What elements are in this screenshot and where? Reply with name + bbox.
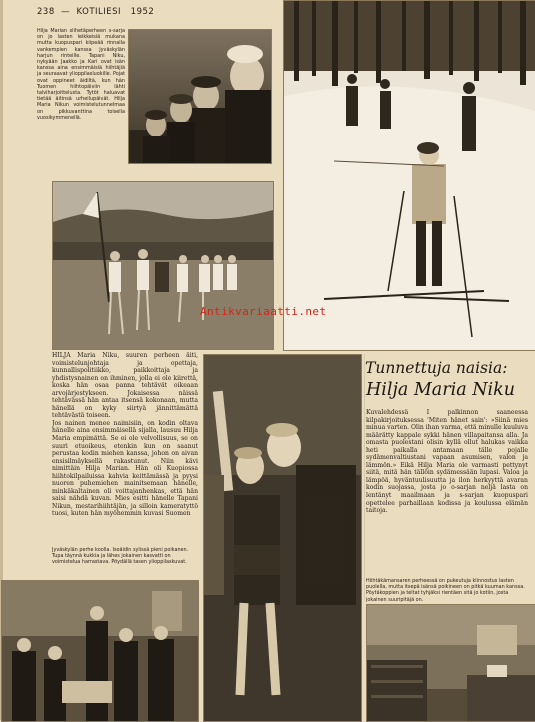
photo-living-room [366,604,535,722]
photo-family-skiing [283,0,535,351]
magazine-name: KOTILIESI [76,7,122,17]
issue-year: 1952 [130,7,155,17]
article-title-name: Hilja Maria Niku [366,380,515,400]
article-body-column-1: HILJA Maria Niku, suuren perheen äiti, voimistelunjohtaja ja opettaja, kunnallispolitiikko, paikkoittaja ja yhdistysnainen on ihminen, jolla ei ole kiirettä, koska hän osaa panna tehtävät oikeaan arvojärjestykseen. Jokaisessa näissä tehtävässä hän antaa itsensä kokonaan, mutta hänellä on kyky siirtyä jännittämättä tehtävästä toiseen. Jos nainen menee naimisiin, on kodin oltava hänelle aina ensimmäisellä sijalla, lausuu Hilja Maria empimättä. Se ei ole velvollisuus, se on suuri etuoikeus, etenkin kun on saanut perustaa kodin miehen kanssa, johon on aivan ensisilmäyksellä rakastunut. Niin kävi nimittäin Hilja Marian. Hän oli Kuopiossa hiihtokilpailuissa kahvia keittämässä ja pyysi nuoren puhemiehen mainitsemaan hänelle, minkäkaltainen oli voittajanhenkas, että hän saisi nähdä kuvan. Mies esitti hänelle Tapani Nikun, mestarihiihtäjän, ja silloin kameratyttö tuosi, kuten hän myöhemmin kuvasi Suomen [52,352,198,518]
caption-children-photo: Hilja Marian siihetäperheen s-sarja on jo lasten leikkeisiä mukana mutta kuopuspari kiipeää rinnalla vankempien kanssa Jyväskylän harjun rinteille. Tapani Niku, nykyään Jaakko ja Kari ovat isän kanssa aina ensimmäisiä hiihtäjiä ja seuraavat ylioppilasluokille. Pojat ovat oppineet äidiltä, kun hän Tuomen hiihtopäiviin lähti talviharjoittelusta. Tytöt haluavat tietää äitinsä urheilupäivät. Hilja Maria Nikun voimistelutunnelmaa on pikkuvanttina toisella vuosikymmenellä. [37,28,125,121]
page-header: 238 — KOTILIESI 1952 [37,7,155,17]
divider-rule [364,354,365,600]
article-title-series: Tunnettuja naisia: [365,359,508,377]
caption-family-photo: Jyväskylän perhe koolla. Isoäidin sylissä pieni poikanen. Tupa täynnä kukkia ja lähes jokainen kasvatti on voimistelua harrastava. Pöydällä tasen ylioppilaskuvat. [52,547,189,566]
photo-gymnastics-field [52,181,274,350]
photo-children-portrait [128,29,272,164]
photo-family-gathering [1,580,199,722]
watermark-text: Antikvariaatti.net [200,305,327,318]
caption-home-photo: Hiihtäkämansaren perheessä on pukeutuja kiinnostus lasten puolella, mutta itsepä isänsä poikineen on pitkä kuuman kanssa. Pöytäkoppien ja teltat tyhjäksi rientäen sitä jo kotiin, josta jokainen suuripitäjä on. [366,578,525,602]
page-number: 238 [37,7,55,17]
photo-gymnastics-class [203,354,362,722]
article-body-column-2: Kuvalehdessä I palkinnon saaneessa kilpakirjoituksessa 'Miten hänet sain': »Siinä mies minua varten. Olin ihan varma, että minulle kuuluva määrätty kappale sykki hänen villapaitansa alla. Ja omasta puolestani olisin kyllä ollut halukas vaikka heti paikalla antamaan tälle pojalle sydämenvaltiustani vapaan asumisen, valon ja lämmön.» Eikä Hilja Maria ole varmasti pettynyt siitä, mitä hän tällöin sydämessään lupasi. Valoa ja lämpöä, hyväntuulisuutta ja ilon herkyyttä avaran kodin suojassa, josta jo o-sarjan neljä lasta on lentänyt maailmaan ja s-sarjan kuopuspari opettelee parhaillaan kodissa ja koulussa elämän taitoja. [366,409,528,515]
